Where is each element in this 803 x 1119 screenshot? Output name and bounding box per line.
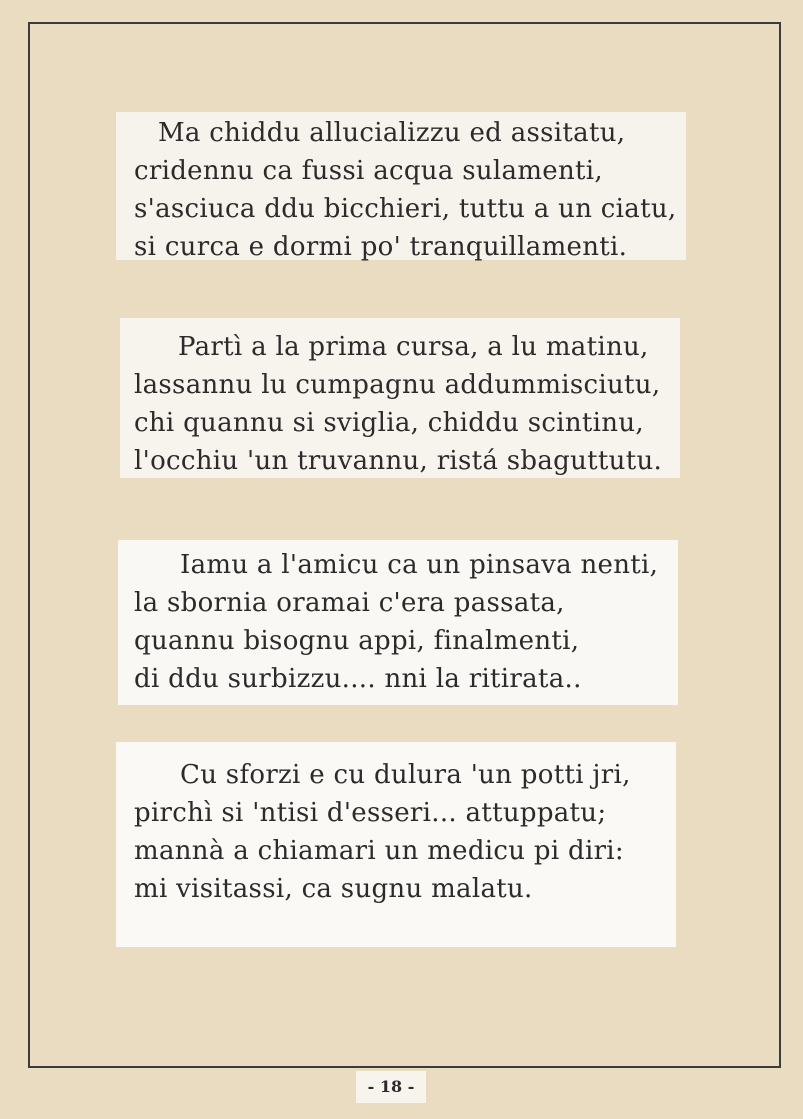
stanza-4 bbox=[116, 742, 676, 947]
stanza-1-line-1: Ma chiddu allucializzu ed assitatu, bbox=[158, 118, 626, 148]
page-number: - 18 - bbox=[356, 1071, 426, 1103]
stanza-2-line-1: Partì a la prima cursa, a lu matinu, bbox=[178, 332, 649, 362]
stanza-4-line-3: mannà a chiamari un medicu pi diri: bbox=[134, 836, 624, 866]
stanza-1-line-3: s'asciuca ddu bicchieri, tuttu a un ciatu, bbox=[134, 194, 677, 224]
stanza-3 bbox=[118, 540, 678, 705]
stanza-4-line-4: mi visitassi, ca sugnu malatu. bbox=[134, 874, 533, 904]
stanza-4-line-1: Cu sforzi e cu dulura 'un potti jri, bbox=[180, 760, 631, 790]
stanza-2-line-2: lassannu lu cumpagnu addummisciutu, bbox=[134, 370, 661, 400]
stanza-3-line-3: quannu bisognu appi, finalmenti, bbox=[134, 626, 580, 656]
stanza-2 bbox=[120, 318, 680, 478]
stanza-1-line-2: cridennu ca fussi acqua sulamenti, bbox=[134, 156, 603, 186]
stanza-2-line-4: l'occhiu 'un truvannu, ristá sbaguttutu. bbox=[134, 446, 663, 476]
stanza-3-line-1: Iamu a l'amicu ca un pinsava nenti, bbox=[180, 550, 659, 580]
stanza-3-line-2: la sbornia oramai c'era passata, bbox=[134, 588, 565, 618]
stanza-1-line-4: si curca e dormi po' tranquillamenti. bbox=[134, 232, 628, 262]
stanza-3-line-4: di ddu surbizzu.... nni la ritirata.. bbox=[134, 664, 582, 694]
stanza-4-line-2: pirchì si 'ntisi d'esseri... attuppatu; bbox=[134, 798, 607, 828]
stanza-1 bbox=[116, 112, 686, 260]
footer-rule bbox=[28, 1066, 781, 1068]
stanza-2-line-3: chi quannu si sviglia, chiddu scintinu, bbox=[134, 408, 644, 438]
